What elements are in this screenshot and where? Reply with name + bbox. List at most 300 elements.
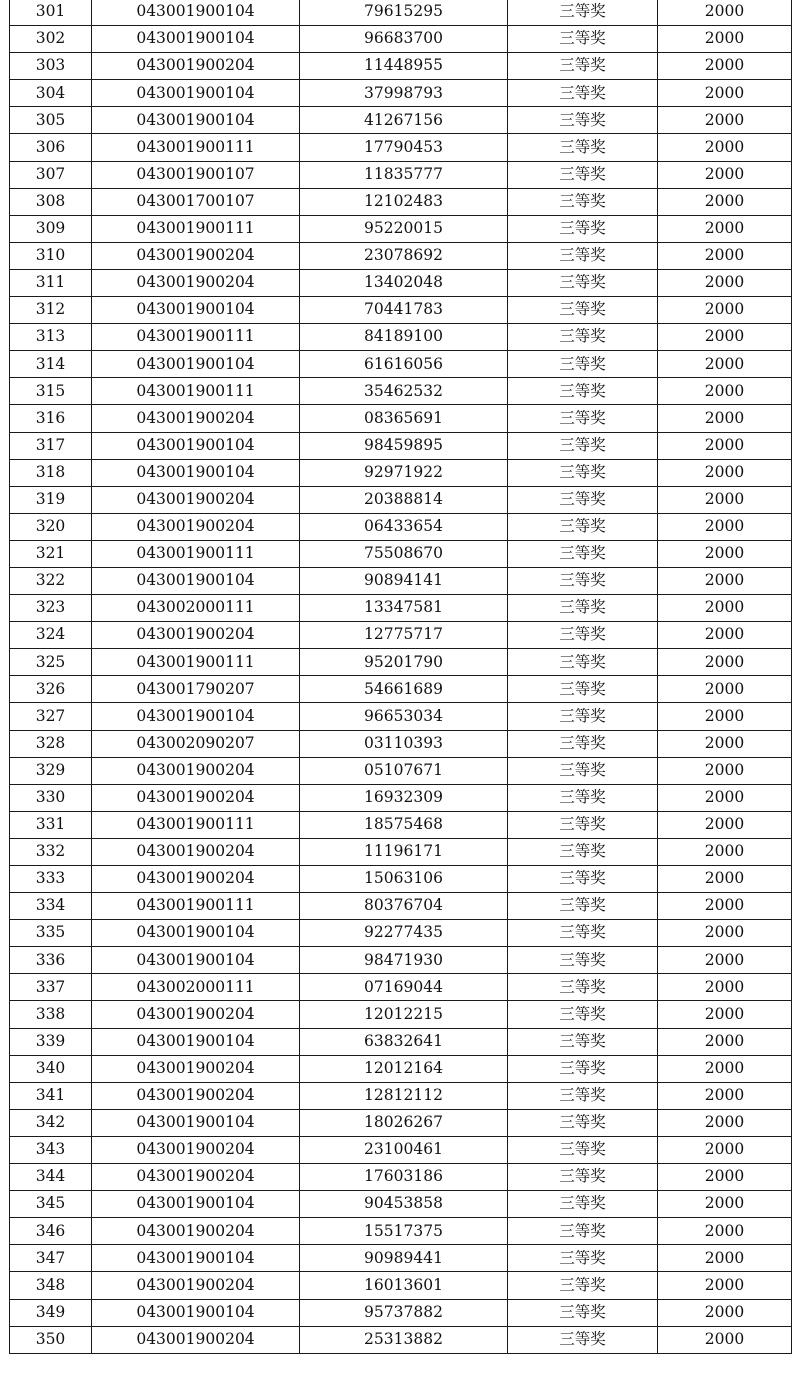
ticket-code-cell: 043001900204 <box>92 838 300 865</box>
prize-amount-cell: 2000 <box>658 1245 792 1272</box>
prize-level-cell: 三等奖 <box>508 1082 658 1109</box>
row-number-cell: 327 <box>10 703 92 730</box>
invoice-number-cell: 15063106 <box>300 866 508 893</box>
ticket-code-cell: 043001900111 <box>92 215 300 242</box>
table-row <box>10 1055 792 1082</box>
invoice-number-cell: 25313882 <box>300 1326 508 1353</box>
prize-amount-cell: 2000 <box>658 1001 792 1028</box>
row-number-cell: 341 <box>10 1082 92 1109</box>
prize-level-cell: 三等奖 <box>508 703 658 730</box>
invoice-number-cell: 63832641 <box>300 1028 508 1055</box>
prize-level-cell: 三等奖 <box>508 80 658 107</box>
prize-amount-cell: 2000 <box>658 1109 792 1136</box>
row-number-cell: 349 <box>10 1299 92 1326</box>
row-number-cell: 312 <box>10 297 92 324</box>
invoice-number-cell: 15517375 <box>300 1218 508 1245</box>
row-number-cell: 319 <box>10 486 92 513</box>
prize-level-cell: 三等奖 <box>508 1191 658 1218</box>
prize-level-cell: 三等奖 <box>508 784 658 811</box>
invoice-number-cell: 11835777 <box>300 161 508 188</box>
row-number-cell: 303 <box>10 53 92 80</box>
prize-level-cell: 三等奖 <box>508 1055 658 1082</box>
prize-level-cell: 三等奖 <box>508 866 658 893</box>
ticket-code-cell: 043001900204 <box>92 622 300 649</box>
invoice-number-cell: 37998793 <box>300 80 508 107</box>
ticket-code-cell: 043002000111 <box>92 974 300 1001</box>
prize-level-cell: 三等奖 <box>508 107 658 134</box>
prize-amount-cell: 2000 <box>658 730 792 757</box>
prize-amount-cell: 2000 <box>658 459 792 486</box>
invoice-number-cell: 98459895 <box>300 432 508 459</box>
row-number-cell: 320 <box>10 513 92 540</box>
ticket-code-cell: 043001900111 <box>92 540 300 567</box>
table-row <box>10 53 792 80</box>
invoice-number-cell: 92277435 <box>300 920 508 947</box>
row-number-cell: 315 <box>10 378 92 405</box>
ticket-code-cell: 043001900104 <box>92 459 300 486</box>
prize-level-cell: 三等奖 <box>508 486 658 513</box>
invoice-number-cell: 96653034 <box>300 703 508 730</box>
ticket-code-cell: 043001900104 <box>92 1191 300 1218</box>
prize-level-cell: 三等奖 <box>508 811 658 838</box>
prize-amount-cell: 2000 <box>658 242 792 269</box>
row-number-cell: 310 <box>10 242 92 269</box>
table-row <box>10 757 792 784</box>
invoice-number-cell: 84189100 <box>300 324 508 351</box>
row-number-cell: 309 <box>10 215 92 242</box>
ticket-code-cell: 043001900104 <box>92 567 300 594</box>
prize-amount-cell: 2000 <box>658 649 792 676</box>
prize-amount-cell: 2000 <box>658 893 792 920</box>
table-row <box>10 0 792 26</box>
table-row <box>10 242 792 269</box>
prize-amount-cell: 2000 <box>658 784 792 811</box>
prize-amount-cell: 2000 <box>658 378 792 405</box>
prize-amount-cell: 2000 <box>658 1272 792 1299</box>
prize-level-cell: 三等奖 <box>508 1028 658 1055</box>
prize-level-cell: 三等奖 <box>508 297 658 324</box>
table-row <box>10 324 792 351</box>
ticket-code-cell: 043001900111 <box>92 324 300 351</box>
prize-level-cell: 三等奖 <box>508 920 658 947</box>
prize-level-cell: 三等奖 <box>508 134 658 161</box>
prize-amount-cell: 2000 <box>658 1164 792 1191</box>
invoice-number-cell: 16932309 <box>300 784 508 811</box>
ticket-code-cell: 043001900204 <box>92 486 300 513</box>
table-row <box>10 567 792 594</box>
prize-amount-cell: 2000 <box>658 1299 792 1326</box>
row-number-cell: 307 <box>10 161 92 188</box>
ticket-code-cell: 043001900104 <box>92 1109 300 1136</box>
prize-amount-cell: 2000 <box>658 513 792 540</box>
table-row <box>10 1299 792 1326</box>
ticket-code-cell: 043001900204 <box>92 269 300 296</box>
ticket-code-cell: 043001700107 <box>92 188 300 215</box>
prize-level-cell: 三等奖 <box>508 1136 658 1163</box>
row-number-cell: 314 <box>10 351 92 378</box>
row-number-cell: 347 <box>10 1245 92 1272</box>
ticket-code-cell: 043001900104 <box>92 432 300 459</box>
prize-amount-cell: 2000 <box>658 405 792 432</box>
ticket-code-cell: 043001900111 <box>92 134 300 161</box>
prize-amount-cell: 2000 <box>658 811 792 838</box>
prize-level-cell: 三等奖 <box>508 269 658 296</box>
prize-level-cell: 三等奖 <box>508 622 658 649</box>
invoice-number-cell: 90989441 <box>300 1245 508 1272</box>
ticket-code-cell: 043001900204 <box>92 1164 300 1191</box>
ticket-code-cell: 043001900204 <box>92 1326 300 1353</box>
prize-level-cell: 三等奖 <box>508 513 658 540</box>
invoice-number-cell: 70441783 <box>300 297 508 324</box>
table-row <box>10 811 792 838</box>
ticket-code-cell: 043001900104 <box>92 351 300 378</box>
invoice-number-cell: 11448955 <box>300 53 508 80</box>
table-row <box>10 703 792 730</box>
row-number-cell: 332 <box>10 838 92 865</box>
row-number-cell: 336 <box>10 947 92 974</box>
invoice-number-cell: 17603186 <box>300 1164 508 1191</box>
invoice-number-cell: 80376704 <box>300 893 508 920</box>
prize-amount-cell: 2000 <box>658 703 792 730</box>
row-number-cell: 335 <box>10 920 92 947</box>
row-number-cell: 338 <box>10 1001 92 1028</box>
ticket-code-cell: 043001900204 <box>92 1001 300 1028</box>
prize-level-cell: 三等奖 <box>508 161 658 188</box>
row-number-cell: 329 <box>10 757 92 784</box>
row-number-cell: 308 <box>10 188 92 215</box>
invoice-number-cell: 96683700 <box>300 26 508 53</box>
prize-level-cell: 三等奖 <box>508 676 658 703</box>
invoice-number-cell: 79615295 <box>300 0 508 26</box>
prize-level-cell: 三等奖 <box>508 26 658 53</box>
ticket-code-cell: 043001900104 <box>92 703 300 730</box>
table-row <box>10 161 792 188</box>
invoice-number-cell: 13347581 <box>300 595 508 622</box>
prize-amount-cell: 2000 <box>658 595 792 622</box>
prize-level-cell: 三等奖 <box>508 1326 658 1353</box>
prize-amount-cell: 2000 <box>658 107 792 134</box>
prize-amount-cell: 2000 <box>658 1082 792 1109</box>
prize-level-cell: 三等奖 <box>508 947 658 974</box>
prize-level-cell: 三等奖 <box>508 215 658 242</box>
row-number-cell: 342 <box>10 1109 92 1136</box>
prize-amount-cell: 2000 <box>658 26 792 53</box>
row-number-cell: 322 <box>10 567 92 594</box>
row-number-cell: 328 <box>10 730 92 757</box>
table-row <box>10 486 792 513</box>
table-row <box>10 974 792 1001</box>
prize-level-cell: 三等奖 <box>508 1109 658 1136</box>
prize-amount-cell: 2000 <box>658 1136 792 1163</box>
prize-level-cell: 三等奖 <box>508 405 658 432</box>
prize-amount-cell: 2000 <box>658 188 792 215</box>
row-number-cell: 343 <box>10 1136 92 1163</box>
row-number-cell: 302 <box>10 26 92 53</box>
invoice-number-cell: 92971922 <box>300 459 508 486</box>
invoice-number-cell: 90453858 <box>300 1191 508 1218</box>
prize-amount-cell: 2000 <box>658 297 792 324</box>
invoice-number-cell: 95737882 <box>300 1299 508 1326</box>
row-number-cell: 330 <box>10 784 92 811</box>
table-row <box>10 540 792 567</box>
row-number-cell: 346 <box>10 1218 92 1245</box>
table-row <box>10 134 792 161</box>
prize-amount-cell: 2000 <box>658 622 792 649</box>
row-number-cell: 324 <box>10 622 92 649</box>
row-number-cell: 301 <box>10 0 92 26</box>
invoice-number-cell: 41267156 <box>300 107 508 134</box>
table-row <box>10 26 792 53</box>
prize-amount-cell: 2000 <box>658 269 792 296</box>
invoice-number-cell: 06433654 <box>300 513 508 540</box>
ticket-code-cell: 043001900104 <box>92 80 300 107</box>
row-number-cell: 326 <box>10 676 92 703</box>
table-row <box>10 649 792 676</box>
table-row <box>10 405 792 432</box>
row-number-cell: 339 <box>10 1028 92 1055</box>
prize-level-cell: 三等奖 <box>508 188 658 215</box>
prize-amount-cell: 2000 <box>658 974 792 1001</box>
invoice-number-cell: 61616056 <box>300 351 508 378</box>
prize-level-cell: 三等奖 <box>508 432 658 459</box>
ticket-code-cell: 043001900104 <box>92 107 300 134</box>
ticket-code-cell: 043001900204 <box>92 1272 300 1299</box>
ticket-code-cell: 043001900111 <box>92 378 300 405</box>
ticket-code-cell: 043002000111 <box>92 595 300 622</box>
table-row <box>10 1326 792 1353</box>
prize-amount-cell: 2000 <box>658 486 792 513</box>
ticket-code-cell: 043001900104 <box>92 920 300 947</box>
prize-level-cell: 三等奖 <box>508 1299 658 1326</box>
prize-level-cell: 三等奖 <box>508 242 658 269</box>
table-row <box>10 784 792 811</box>
table-row <box>10 215 792 242</box>
ticket-code-cell: 043001900104 <box>92 297 300 324</box>
prize-level-cell: 三等奖 <box>508 893 658 920</box>
row-number-cell: 311 <box>10 269 92 296</box>
prize-level-cell: 三等奖 <box>508 324 658 351</box>
table-row <box>10 1109 792 1136</box>
row-number-cell: 306 <box>10 134 92 161</box>
table-row <box>10 1164 792 1191</box>
prize-amount-cell: 2000 <box>658 947 792 974</box>
prize-amount-cell: 2000 <box>658 1218 792 1245</box>
invoice-number-cell: 12812112 <box>300 1082 508 1109</box>
prize-level-cell: 三等奖 <box>508 459 658 486</box>
invoice-number-cell: 11196171 <box>300 838 508 865</box>
ticket-code-cell: 043001900204 <box>92 1136 300 1163</box>
table-row <box>10 893 792 920</box>
invoice-number-cell: 98471930 <box>300 947 508 974</box>
prize-level-cell: 三等奖 <box>508 757 658 784</box>
table-row <box>10 1136 792 1163</box>
invoice-number-cell: 95220015 <box>300 215 508 242</box>
invoice-number-cell: 13402048 <box>300 269 508 296</box>
invoice-number-cell: 05107671 <box>300 757 508 784</box>
prize-amount-cell: 2000 <box>658 432 792 459</box>
table-row <box>10 513 792 540</box>
ticket-code-cell: 043001900104 <box>92 1028 300 1055</box>
ticket-code-cell: 043001900204 <box>92 405 300 432</box>
row-number-cell: 316 <box>10 405 92 432</box>
prize-level-cell: 三等奖 <box>508 378 658 405</box>
row-number-cell: 304 <box>10 80 92 107</box>
table-row <box>10 866 792 893</box>
prize-amount-cell: 2000 <box>658 0 792 26</box>
ticket-code-cell: 043001900204 <box>92 1218 300 1245</box>
prize-amount-cell: 2000 <box>658 567 792 594</box>
prize-winners-table <box>9 0 792 1354</box>
prize-amount-cell: 2000 <box>658 324 792 351</box>
prize-amount-cell: 2000 <box>658 676 792 703</box>
prize-amount-cell: 2000 <box>658 866 792 893</box>
invoice-number-cell: 03110393 <box>300 730 508 757</box>
table-row <box>10 730 792 757</box>
table-row <box>10 1272 792 1299</box>
invoice-number-cell: 54661689 <box>300 676 508 703</box>
prize-amount-cell: 2000 <box>658 757 792 784</box>
table-row <box>10 80 792 107</box>
prize-level-cell: 三等奖 <box>508 0 658 26</box>
prize-level-cell: 三等奖 <box>508 567 658 594</box>
table-row <box>10 188 792 215</box>
invoice-number-cell: 23078692 <box>300 242 508 269</box>
ticket-code-cell: 043001900111 <box>92 893 300 920</box>
table-row <box>10 1191 792 1218</box>
invoice-number-cell: 12102483 <box>300 188 508 215</box>
prize-level-cell: 三等奖 <box>508 730 658 757</box>
ticket-code-cell: 043001900104 <box>92 26 300 53</box>
ticket-code-cell: 043001900204 <box>92 866 300 893</box>
prize-amount-cell: 2000 <box>658 134 792 161</box>
prize-amount-cell: 2000 <box>658 1191 792 1218</box>
prize-amount-cell: 2000 <box>658 1028 792 1055</box>
prize-level-cell: 三等奖 <box>508 1245 658 1272</box>
invoice-number-cell: 12012164 <box>300 1055 508 1082</box>
table-row <box>10 947 792 974</box>
invoice-number-cell: 17790453 <box>300 134 508 161</box>
ticket-code-cell: 043001900204 <box>92 242 300 269</box>
table-row <box>10 351 792 378</box>
prize-amount-cell: 2000 <box>658 1326 792 1353</box>
row-number-cell: 318 <box>10 459 92 486</box>
invoice-number-cell: 16013601 <box>300 1272 508 1299</box>
ticket-code-cell: 043001900104 <box>92 1299 300 1326</box>
row-number-cell: 344 <box>10 1164 92 1191</box>
row-number-cell: 321 <box>10 540 92 567</box>
ticket-code-cell: 043001790207 <box>92 676 300 703</box>
row-number-cell: 350 <box>10 1326 92 1353</box>
invoice-number-cell: 95201790 <box>300 649 508 676</box>
row-number-cell: 323 <box>10 595 92 622</box>
invoice-number-cell: 18575468 <box>300 811 508 838</box>
invoice-number-cell: 18026267 <box>300 1109 508 1136</box>
table-row <box>10 378 792 405</box>
row-number-cell: 348 <box>10 1272 92 1299</box>
table-body <box>10 0 792 1353</box>
table-row <box>10 1218 792 1245</box>
invoice-number-cell: 12775717 <box>300 622 508 649</box>
ticket-code-cell: 043001900104 <box>92 1245 300 1272</box>
prize-level-cell: 三等奖 <box>508 53 658 80</box>
table-row <box>10 432 792 459</box>
ticket-code-cell: 043001900104 <box>92 0 300 26</box>
prize-amount-cell: 2000 <box>658 80 792 107</box>
invoice-number-cell: 23100461 <box>300 1136 508 1163</box>
table-row <box>10 269 792 296</box>
row-number-cell: 333 <box>10 866 92 893</box>
row-number-cell: 331 <box>10 811 92 838</box>
prize-level-cell: 三等奖 <box>508 540 658 567</box>
ticket-code-cell: 043001900111 <box>92 811 300 838</box>
invoice-number-cell: 20388814 <box>300 486 508 513</box>
row-number-cell: 340 <box>10 1055 92 1082</box>
table-row <box>10 676 792 703</box>
invoice-number-cell: 90894141 <box>300 567 508 594</box>
ticket-code-cell: 043001900204 <box>92 513 300 540</box>
prize-level-cell: 三等奖 <box>508 1164 658 1191</box>
row-number-cell: 317 <box>10 432 92 459</box>
prize-amount-cell: 2000 <box>658 540 792 567</box>
table-row <box>10 1001 792 1028</box>
table-row <box>10 107 792 134</box>
table-row <box>10 297 792 324</box>
table-row <box>10 1028 792 1055</box>
table-row <box>10 1245 792 1272</box>
prize-level-cell: 三等奖 <box>508 974 658 1001</box>
row-number-cell: 325 <box>10 649 92 676</box>
ticket-code-cell: 043001900204 <box>92 1055 300 1082</box>
table-row <box>10 622 792 649</box>
ticket-code-cell: 043001900104 <box>92 947 300 974</box>
prize-amount-cell: 2000 <box>658 838 792 865</box>
prize-amount-cell: 2000 <box>658 920 792 947</box>
invoice-number-cell: 12012215 <box>300 1001 508 1028</box>
table-row <box>10 838 792 865</box>
row-number-cell: 337 <box>10 974 92 1001</box>
ticket-code-cell: 043001900111 <box>92 649 300 676</box>
prize-level-cell: 三等奖 <box>508 351 658 378</box>
invoice-number-cell: 35462532 <box>300 378 508 405</box>
prize-amount-cell: 2000 <box>658 215 792 242</box>
prize-amount-cell: 2000 <box>658 351 792 378</box>
prize-level-cell: 三等奖 <box>508 1272 658 1299</box>
prize-level-cell: 三等奖 <box>508 595 658 622</box>
prize-level-cell: 三等奖 <box>508 649 658 676</box>
prize-amount-cell: 2000 <box>658 53 792 80</box>
ticket-code-cell: 043001900204 <box>92 1082 300 1109</box>
ticket-code-cell: 043002090207 <box>92 730 300 757</box>
invoice-number-cell: 07169044 <box>300 974 508 1001</box>
invoice-number-cell: 08365691 <box>300 405 508 432</box>
table-row <box>10 595 792 622</box>
ticket-code-cell: 043001900107 <box>92 161 300 188</box>
row-number-cell: 334 <box>10 893 92 920</box>
table-row <box>10 920 792 947</box>
prize-level-cell: 三等奖 <box>508 1218 658 1245</box>
table-row <box>10 459 792 486</box>
row-number-cell: 313 <box>10 324 92 351</box>
prize-amount-cell: 2000 <box>658 1055 792 1082</box>
invoice-number-cell: 75508670 <box>300 540 508 567</box>
prize-amount-cell: 2000 <box>658 161 792 188</box>
ticket-code-cell: 043001900204 <box>92 784 300 811</box>
row-number-cell: 345 <box>10 1191 92 1218</box>
ticket-code-cell: 043001900204 <box>92 757 300 784</box>
prize-level-cell: 三等奖 <box>508 838 658 865</box>
ticket-code-cell: 043001900204 <box>92 53 300 80</box>
prize-level-cell: 三等奖 <box>508 1001 658 1028</box>
